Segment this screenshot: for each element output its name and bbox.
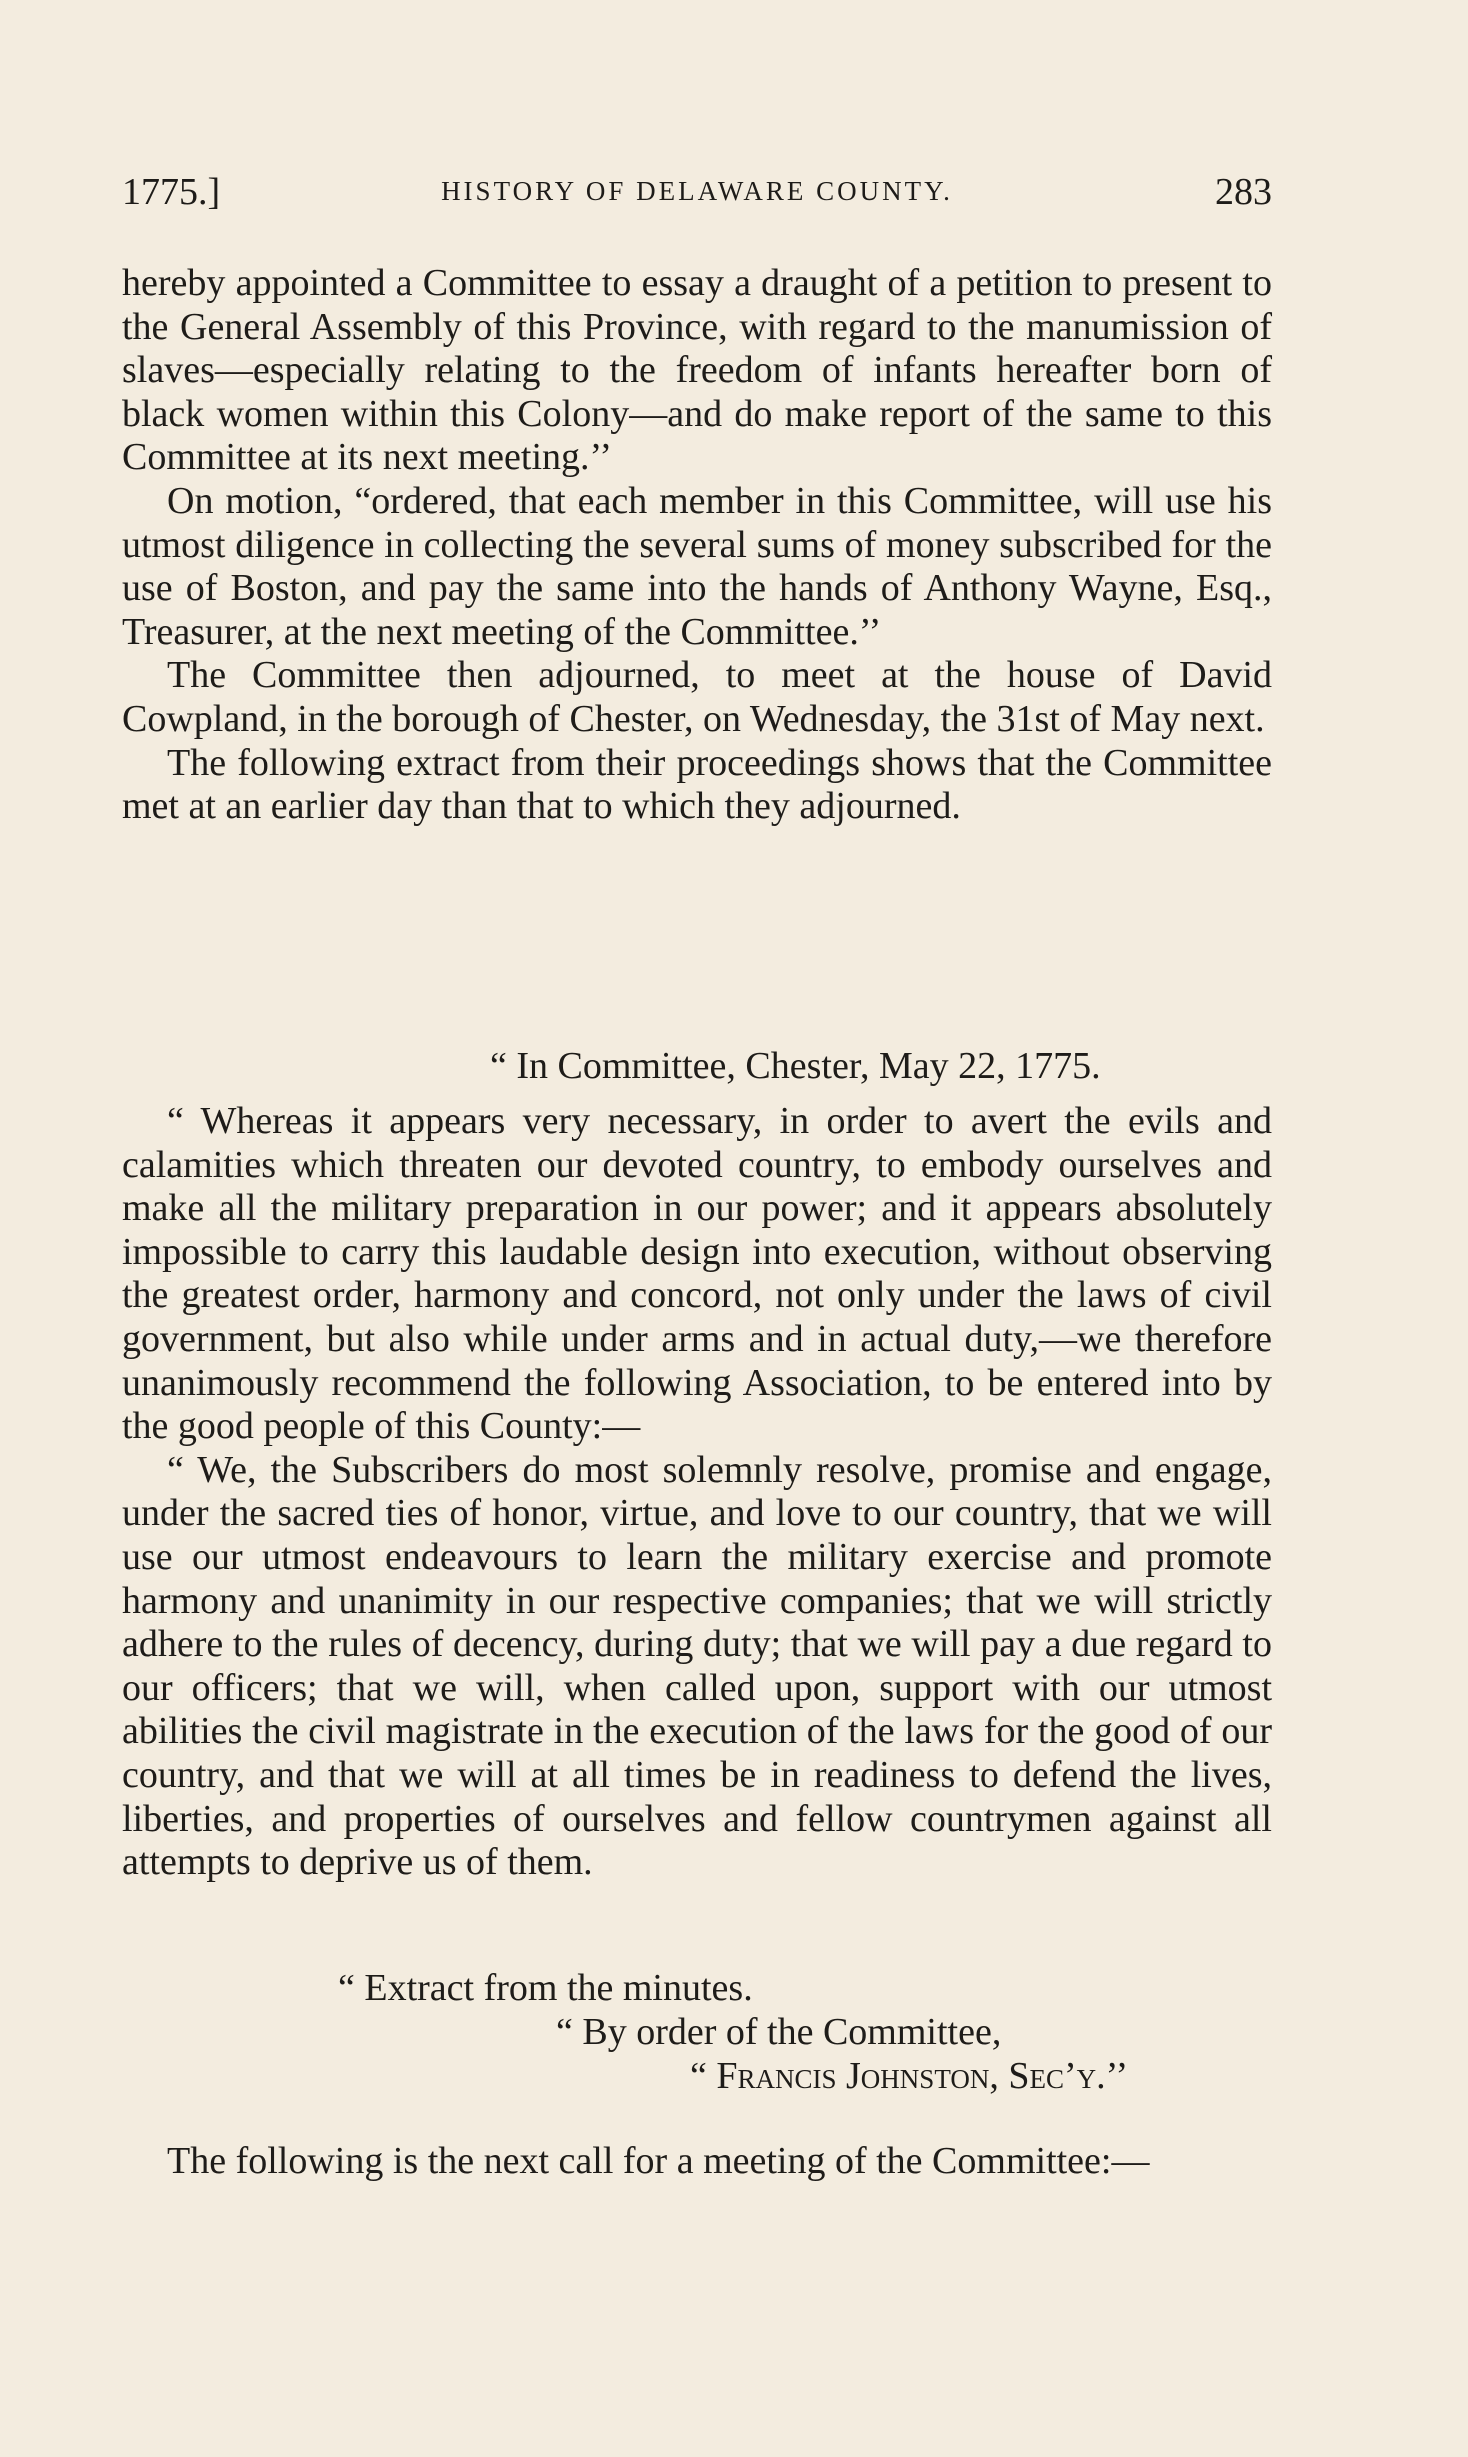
body-text-resolution (122, 1100, 1272, 1885)
page-header (122, 170, 1272, 220)
signature-line: “ Francis Johnston, Sec’y.’’ (690, 2055, 1129, 2097)
by-order-line: “ By order of the Committee, (556, 2011, 1002, 2053)
paragraph: “ We, the Subscribers do most solemnly resolve, promise and engage, under the sacred ties of honor, virtue, and love to our country, that we will use our utmost endeavours to learn the military exercise and promote harmony and unanimity in our respective companies; that we will strictly adhere to the rules of decency, during duty; that we will pay a due regard to our officers; that we will, when called upon, support with our utmost abilities the civil magistrate in the execution of the laws for the good of our country, and that we will at all times be in readiness to defend the lives, liberties, and properties of ourselves and fellow countrymen against all attempts to deprive us of them. (122, 1448, 1272, 1884)
extract-line: “ Extract from the minutes. (338, 1967, 753, 2009)
paragraph: The following extract from their proceedings shows that the Committee met at an earlier day than that to which they adjourned. (122, 741, 1272, 828)
paragraph: The following is the next call for a meeting of the Committee:— (167, 2140, 1150, 2182)
dateline: “ In Committee, Chester, May 22, 1775. (490, 1045, 1101, 1087)
header-year: 1775.] (122, 171, 221, 213)
body-text-top (122, 262, 1272, 829)
paragraph: hereby appointed a Committee to essay a draught of a petition to present to the General Assembly of this Province, with regard to the manumission of slaves—especially relating to the freedom of infants hereafter born of black women within this Colony—and do make report of the same to this Committee at its next meeting.’’ (122, 262, 1272, 479)
running-title: HISTORY OF DELAWARE COUNTY. (441, 176, 953, 206)
paragraph: On motion, “ordered, that each member in this Committee, will use his utmost diligence in collecting the several sums of money subscribed for the use of Boston, and pay the same into the hands of Anthony Wayne, Esq., Treasurer, at the next meeting of the Committee.’’ (122, 479, 1272, 653)
page-number: 283 (1215, 171, 1272, 213)
body-text-bottom (122, 2140, 1272, 2184)
paragraph: “ Whereas it appears very necessary, in order to avert the evils and calamities which threaten our devoted country, to embody ourselves and make all the military preparation in our power; and it appears absolutely impossible to carry this laudable design into execution, without observing the greatest order, harmony and concord, not only under the laws of civil government, but also while under arms and in actual duty,—we therefore unanimously recommend the following Association, to be entered into by the good people of this County:— (122, 1100, 1272, 1448)
paragraph: The Committee then adjourned, to meet at the house of David Cowpland, in the borough of Chester, on Wednesday, the 31st of May next. (122, 654, 1272, 740)
